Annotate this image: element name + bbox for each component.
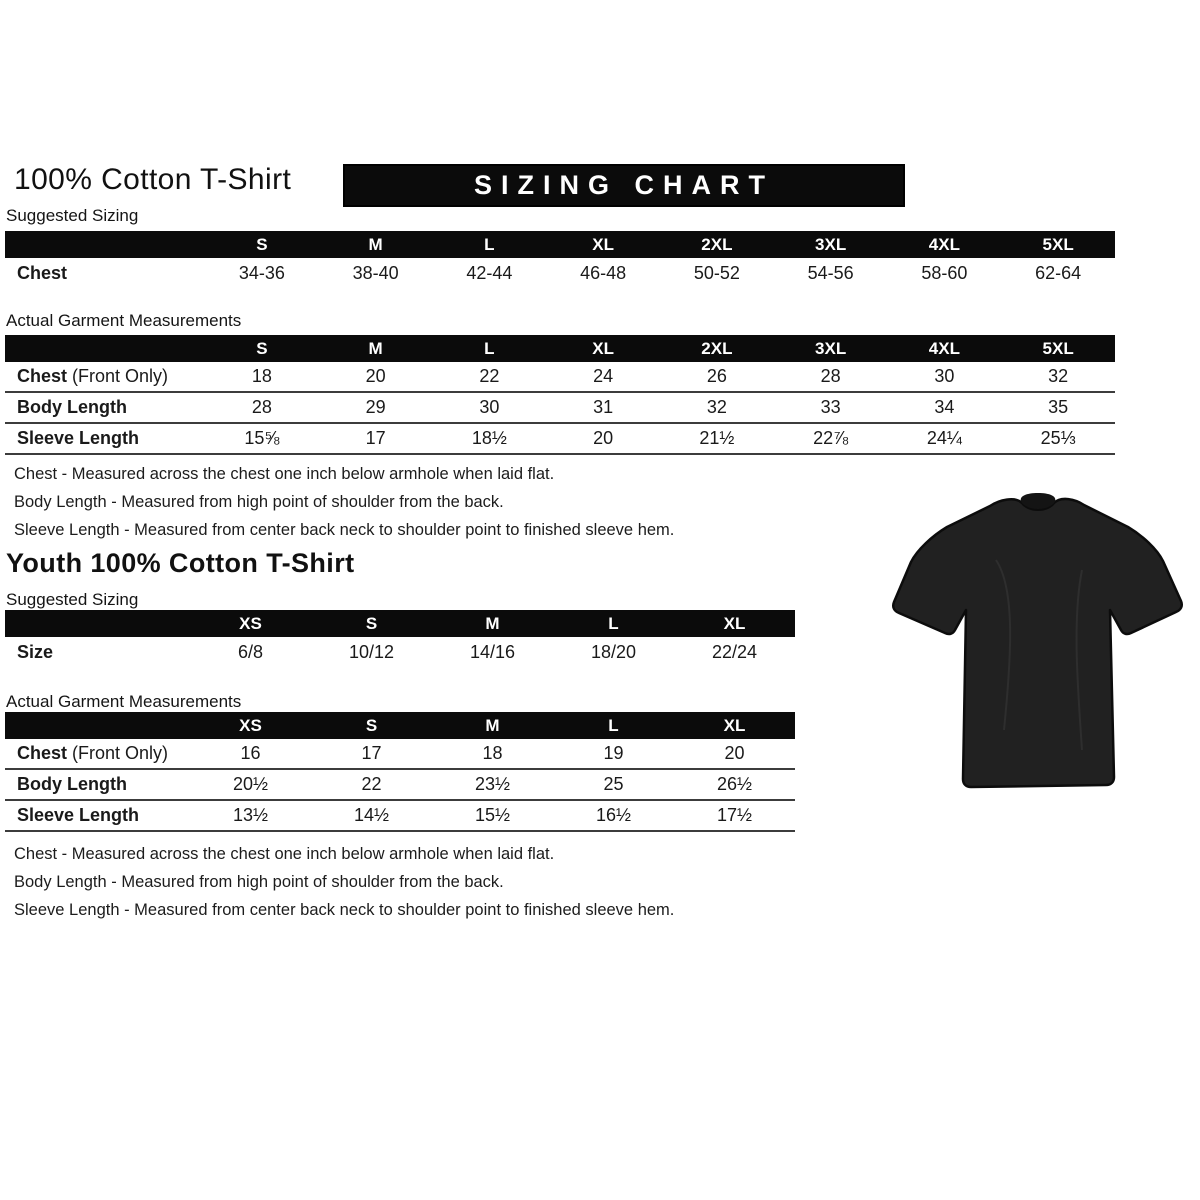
size-column-header: 3XL (815, 234, 847, 254)
row-label-main: Size (17, 642, 54, 662)
measurement-value: 13½ (232, 805, 269, 825)
measurement-value: 25 (603, 774, 624, 794)
size-column-header: XL (592, 234, 614, 254)
youth-actual-measurements-table (5, 712, 795, 832)
measurement-value: 18 (482, 743, 503, 763)
table-row (5, 422, 1115, 455)
black-tshirt-image (886, 480, 1188, 810)
measurement-value: 28 (251, 397, 272, 417)
measurement-value: 20 (365, 366, 386, 386)
measurement-value: 17½ (716, 805, 753, 825)
measurement-value: 26 (706, 366, 727, 386)
size-column-header: L (484, 338, 495, 358)
youth-section-title: Youth 100% Cotton T-Shirt (6, 548, 355, 578)
size-column-header: 2XL (701, 234, 733, 254)
measurement-value: 10/12 (348, 642, 395, 662)
measurement-value: 50-52 (693, 263, 740, 283)
measurement-value: 18½ (471, 428, 507, 448)
row-label (5, 642, 190, 663)
measurement-value: 15⅝ (244, 428, 280, 448)
size-column-header: 4XL (928, 338, 960, 358)
measurement-value: 20½ (232, 774, 269, 794)
tshirt-svg (886, 480, 1188, 810)
row-label (5, 263, 205, 284)
measurement-value: 21½ (699, 428, 735, 448)
size-column-header: 5XL (1042, 234, 1074, 254)
measurement-value: 19 (603, 743, 624, 763)
measurement-value: 6/8 (237, 642, 264, 662)
row-label (5, 774, 190, 795)
size-column-header: L (608, 613, 619, 633)
measurement-value: 28 (820, 366, 841, 386)
adult-note-sleeve-length: Sleeve Length - Measured from center back neck to shoulder point to finished sleeve hem. (14, 521, 675, 539)
size-column-header: 4XL (928, 234, 960, 254)
size-column-header: M (485, 613, 500, 633)
measurement-value: 20 (724, 743, 745, 763)
youth-note-body-length: Body Length - Measured from high point of shoulder from the back. (14, 873, 504, 891)
youth-note-chest: Chest - Measured across the chest one inch below armhole when laid flat. (14, 845, 555, 863)
size-column-header: L (608, 715, 619, 735)
row-label (5, 805, 190, 826)
measurement-value: 32 (1048, 366, 1069, 386)
measurement-value: 38-40 (352, 263, 399, 283)
measurement-value: 32 (706, 397, 727, 417)
size-column-header: M (368, 338, 383, 358)
measurement-value: 46-48 (580, 263, 627, 283)
adult-actual-measurements-table (5, 335, 1115, 455)
measurement-value: 23½ (474, 774, 511, 794)
size-column-header: M (368, 234, 383, 254)
table-row (5, 362, 1115, 391)
row-label (5, 366, 205, 387)
measurement-value: 30 (934, 366, 955, 386)
size-column-header: XL (723, 613, 746, 633)
measurement-value: 42-44 (466, 263, 513, 283)
row-label-suffix: (Front Only) (67, 743, 169, 763)
row-label-main: Body Length (17, 397, 127, 417)
size-column-header: XS (239, 715, 262, 735)
row-label (5, 428, 205, 449)
measurement-value: 18 (251, 366, 272, 386)
adult-note-chest: Chest - Measured across the chest one inch below armhole when laid flat. (14, 465, 555, 483)
measurement-value: 22/24 (711, 642, 758, 662)
size-column-header: M (485, 715, 500, 735)
row-label-main: Sleeve Length (17, 428, 140, 448)
row-label-main: Chest (17, 263, 68, 283)
measurement-value: 62-64 (1035, 263, 1082, 283)
measurement-value: 14½ (353, 805, 390, 825)
size-column-header: 5XL (1042, 338, 1074, 358)
measurement-value: 29 (365, 397, 386, 417)
measurement-value: 17 (361, 743, 382, 763)
measurement-value: 34-36 (238, 263, 285, 283)
table-header-row (5, 335, 1115, 362)
measurement-value: 30 (479, 397, 500, 417)
table-row (5, 391, 1115, 422)
table-row (5, 637, 795, 668)
measurement-value: 54-56 (807, 263, 854, 283)
row-label-main: Chest (17, 366, 68, 386)
measurement-value: 16½ (595, 805, 632, 825)
adult-section-title: 100% Cotton T-Shirt (14, 163, 292, 196)
table-row (5, 739, 795, 768)
measurement-value: 18/20 (590, 642, 637, 662)
row-label-main: Sleeve Length (17, 805, 140, 825)
tshirt-body (893, 499, 1182, 787)
row-label (5, 397, 205, 418)
size-column-header: S (365, 715, 378, 735)
measurement-value: 34 (934, 397, 955, 417)
measurement-value: 24 (593, 366, 614, 386)
row-label (5, 743, 190, 764)
size-column-header: S (365, 613, 378, 633)
measurement-value: 25⅓ (1040, 428, 1076, 448)
measurement-value: 17 (365, 428, 386, 448)
youth-note-sleeve-length: Sleeve Length - Measured from center back neck to shoulder point to finished sleeve hem. (14, 901, 675, 919)
row-label-main: Body Length (17, 774, 127, 794)
youth-actual-measurements-label: Actual Garment Measurements (6, 692, 242, 711)
adult-suggested-sizing-label: Suggested Sizing (6, 206, 139, 225)
measurement-value: 58-60 (921, 263, 968, 283)
table-row (5, 258, 1115, 289)
table-header-row (5, 712, 795, 739)
table-row (5, 768, 795, 799)
youth-suggested-sizing-table (5, 610, 795, 668)
measurement-value: 35 (1048, 397, 1069, 417)
measurement-value: 22 (479, 366, 500, 386)
measurement-value: 14/16 (469, 642, 516, 662)
size-column-header: XS (239, 613, 262, 633)
measurement-value: 24¼ (926, 428, 962, 448)
adult-note-body-length: Body Length - Measured from high point of shoulder from the back. (14, 493, 504, 511)
row-label-main: Chest (17, 743, 68, 763)
measurement-value: 22 (361, 774, 382, 794)
measurement-value: 16 (240, 743, 261, 763)
adult-actual-measurements-label: Actual Garment Measurements (6, 311, 242, 330)
sizing-chart-banner: SIZING CHART (345, 166, 903, 205)
size-column-header: 3XL (815, 338, 847, 358)
size-column-header: S (256, 338, 268, 358)
measurement-value: 20 (593, 428, 614, 448)
table-row (5, 799, 795, 832)
size-column-header: 2XL (701, 338, 733, 358)
size-column-header: XL (723, 715, 746, 735)
measurement-value: 22⅞ (813, 428, 849, 448)
adult-suggested-sizing-table (5, 231, 1115, 289)
measurement-value: 26½ (716, 774, 753, 794)
measurement-value: 15½ (474, 805, 511, 825)
measurement-value: 31 (593, 397, 614, 417)
youth-suggested-sizing-label: Suggested Sizing (6, 590, 139, 609)
measurement-value: 33 (820, 397, 841, 417)
table-header-row (5, 231, 1115, 258)
size-column-header: XL (592, 338, 614, 358)
table-header-row (5, 610, 795, 637)
size-column-header: L (484, 234, 495, 254)
row-label-suffix: (Front Only) (67, 366, 169, 386)
size-column-header: S (256, 234, 268, 254)
